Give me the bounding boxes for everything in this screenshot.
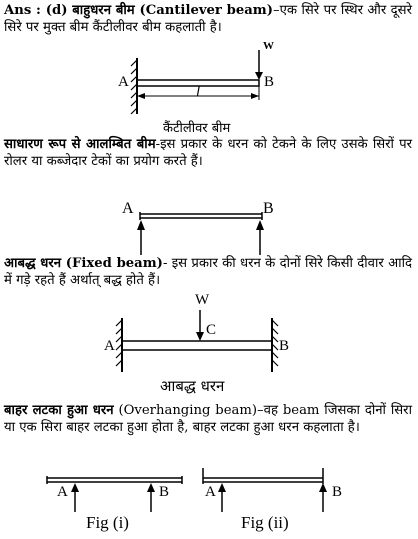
cantilever-label-b: B [264,74,275,90]
fig1-reaction-b-arrowhead [147,483,155,492]
fixed-label-w: W [195,292,210,308]
fixed-load-arrowhead [196,332,204,341]
fixed-caption: आबद्ध धरन [160,377,225,395]
cantilever-text: –एक सिरे पर स्थिर और दूसरे सिरे पर मुक्त बीम कैंटीलीवर बीम कहलाती है। [4,3,412,35]
fixed-text: - इस प्रकार की धरन के दोनों सिरे किसी दीवार आदि में गड़े रहते हैं अर्थात् बद्ध होते हैं। [4,256,413,288]
overhanging-paragraph [4,402,412,436]
overhanging-heading: बाहर लटका हुआ धरन [4,403,114,418]
fig1-caption: Fig (i) [86,513,129,532]
simple-paragraph [4,136,412,170]
fig2-caption: Fig (ii) [241,513,289,532]
simple-heading: साधारण रूप से आलम्बित बीम [4,137,156,152]
fig2-reaction-b-arrowhead [319,483,327,492]
dimension-arrowhead-left [137,93,145,99]
dimension-arrowhead-right [251,93,259,99]
fig2-label-a: A [205,484,216,500]
fig2-reaction-a-arrowhead [218,483,226,492]
fig2-label-b: B [332,484,343,500]
cantilever-label-w: W [263,40,274,52]
cantilever-caption: कैंटीलीवर बीम [163,121,231,136]
cantilever-label-a: A [118,74,129,90]
fixed-label-a: A [104,338,115,354]
fig1-label-a: A [57,484,68,500]
overhanging-text: (Overhanging beam)–वह beam जिसका दोनों सिरा या एक सिरा बाहर लटका हुआ होता है, बाहर लटका हुआ धरन कहलाता है। [4,403,412,435]
simple-text: -इस प्रकार के धरन को टेकने के लिए उसके सिरों पर रोलर या कब्जेदार टेकों का प्रयोग करते हैं। [4,137,412,169]
cantilever-load-arrowhead [255,72,263,80]
simple-label-a: A [122,200,134,217]
fixed-label-b: B [279,338,290,354]
simple-label-b: B [263,200,274,217]
fixed-paragraph [4,255,412,289]
simple-reaction-a-arrowhead [137,220,145,230]
cantilever-label-l: l [196,84,201,100]
simple-reaction-b-arrowhead [256,220,264,230]
fig1-reaction-a-arrowhead [71,483,79,492]
fixed-heading: आबद्ध धरन (Fixed beam) [4,256,163,271]
fixed-label-c: C [206,322,217,338]
fig1-label-b: B [159,484,170,500]
cantilever-heading: Ans : (d) बाहुधरन बीम (Cantilever beam) [4,3,274,18]
